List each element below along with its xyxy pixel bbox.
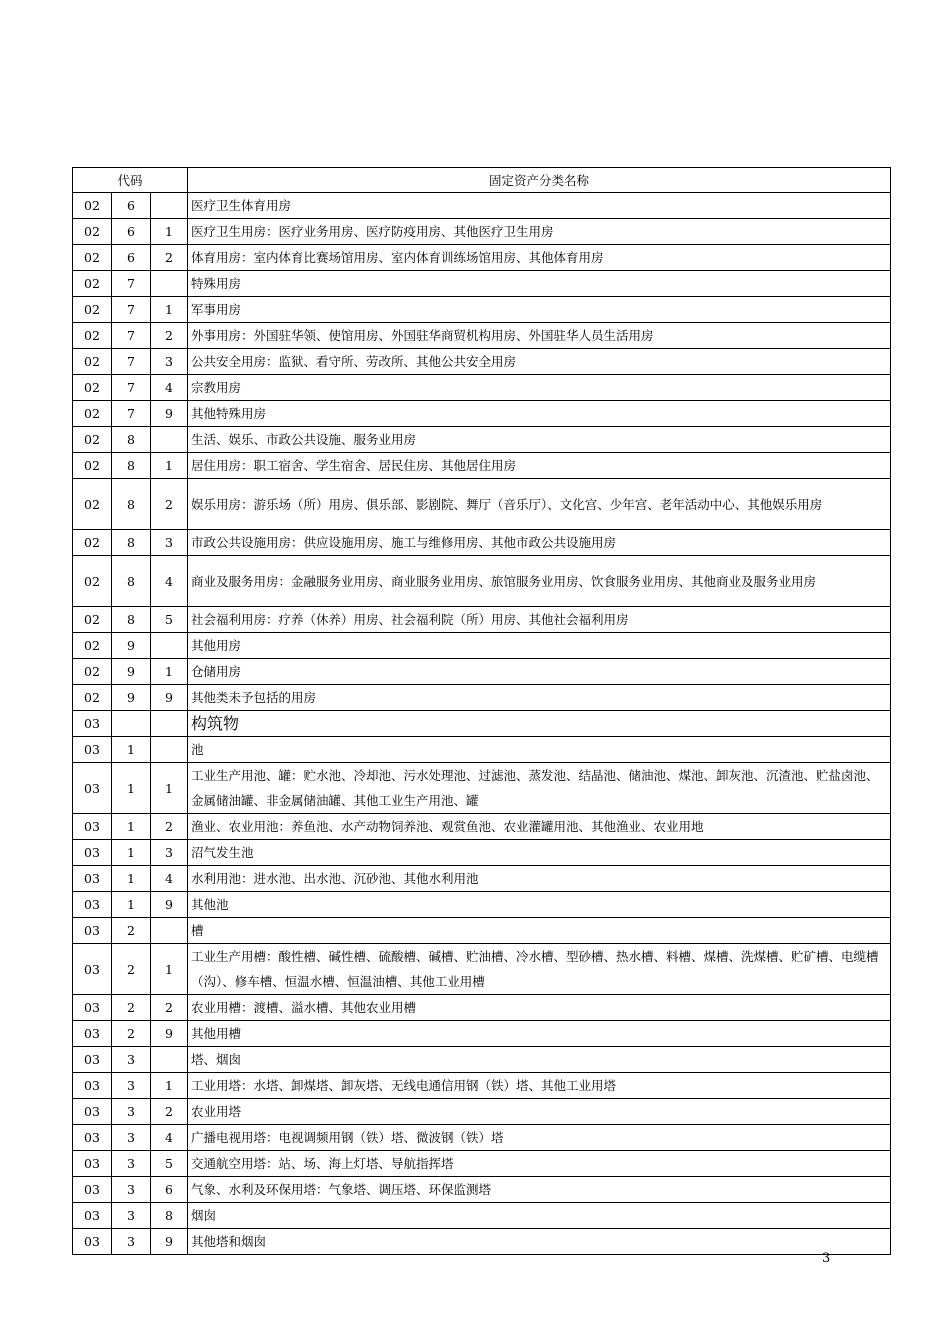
code-level-1: 02 — [73, 633, 112, 659]
code-level-2: 7 — [112, 323, 151, 349]
code-level-1: 03 — [73, 866, 112, 892]
classification-name: 外事用房：外国驻华领、使馆用房、外国驻华商贸机构用房、外国驻华人员生活用房 — [188, 323, 891, 349]
classification-name: 生活、娱乐、市政公共设施、服务业用房 — [188, 427, 891, 453]
code-level-3: 8 — [151, 1203, 188, 1229]
classification-name: 其他类未予包括的用房 — [188, 685, 891, 711]
code-level-2: 8 — [112, 607, 151, 633]
code-level-3 — [151, 1047, 188, 1073]
code-level-2 — [112, 711, 151, 737]
table-row — [73, 892, 891, 918]
table-row — [73, 814, 891, 840]
code-level-3 — [151, 193, 188, 219]
code-level-1: 02 — [73, 607, 112, 633]
code-level-2: 2 — [112, 918, 151, 944]
code-level-1: 03 — [73, 918, 112, 944]
classification-name: 其他用槽 — [188, 1021, 891, 1047]
table-row — [73, 556, 891, 607]
code-level-2: 9 — [112, 659, 151, 685]
table-row — [73, 401, 891, 427]
table-row — [73, 453, 891, 479]
code-level-2: 1 — [112, 814, 151, 840]
code-level-2: 7 — [112, 375, 151, 401]
code-level-2: 6 — [112, 245, 151, 271]
table-row — [73, 840, 891, 866]
classification-name: 商业及服务用房：金融服务业用房、商业服务业用房、旅馆服务业用房、饮食服务业用房、其他商业及服务业用房 — [188, 556, 891, 607]
code-level-3: 1 — [151, 659, 188, 685]
code-level-2: 7 — [112, 297, 151, 323]
table-row — [73, 479, 891, 530]
code-level-2: 3 — [112, 1099, 151, 1125]
code-level-2: 8 — [112, 530, 151, 556]
classification-name: 军事用房 — [188, 297, 891, 323]
table-row — [73, 995, 891, 1021]
classification-name: 市政公共设施用房：供应设施用房、施工与维修用房、其他市政公共设施用房 — [188, 530, 891, 556]
table-row — [73, 219, 891, 245]
classification-name: 广播电视用塔：电视调频用钢（铁）塔、微波钢（铁）塔 — [188, 1125, 891, 1151]
code-level-3: 4 — [151, 375, 188, 401]
code-level-1: 03 — [73, 1047, 112, 1073]
classification-name: 医疗卫生体育用房 — [188, 193, 891, 219]
table-row — [73, 1021, 891, 1047]
code-level-3: 3 — [151, 840, 188, 866]
code-level-2: 3 — [112, 1125, 151, 1151]
code-level-2: 6 — [112, 193, 151, 219]
table-row — [73, 193, 891, 219]
code-level-3: 1 — [151, 219, 188, 245]
code-level-1: 02 — [73, 375, 112, 401]
classification-name: 沼气发生池 — [188, 840, 891, 866]
table-row — [73, 1229, 891, 1255]
table-row — [73, 944, 891, 995]
code-level-1: 03 — [73, 763, 112, 814]
table-row — [73, 685, 891, 711]
code-level-1: 02 — [73, 453, 112, 479]
code-level-1: 02 — [73, 219, 112, 245]
classification-name: 农业用槽：渡槽、溢水槽、其他农业用槽 — [188, 995, 891, 1021]
code-level-1: 03 — [73, 1229, 112, 1255]
code-level-2: 6 — [112, 219, 151, 245]
table-row — [73, 1047, 891, 1073]
code-level-3: 3 — [151, 349, 188, 375]
code-level-1: 02 — [73, 685, 112, 711]
page-number: 3 — [822, 1251, 831, 1266]
code-level-1: 02 — [73, 271, 112, 297]
code-level-2: 9 — [112, 633, 151, 659]
code-level-2: 1 — [112, 866, 151, 892]
classification-name: 居住用房：职工宿舍、学生宿舍、居民住房、其他居住用房 — [188, 453, 891, 479]
table-row — [73, 1099, 891, 1125]
code-level-1: 03 — [73, 1099, 112, 1125]
code-level-1: 02 — [73, 297, 112, 323]
table-body — [73, 193, 891, 1255]
table-row — [73, 763, 891, 814]
classification-name: 社会福利用房：疗养（休养）用房、社会福利院（所）用房、其他社会福利用房 — [188, 607, 891, 633]
code-level-3: 1 — [151, 453, 188, 479]
classification-name: 烟囱 — [188, 1203, 891, 1229]
table-row — [73, 323, 891, 349]
classification-name: 其他池 — [188, 892, 891, 918]
code-level-3: 4 — [151, 866, 188, 892]
classification-name: 工业用塔：水塔、卸煤塔、卸灰塔、无线电通信用钢（铁）塔、其他工业用塔 — [188, 1073, 891, 1099]
table-row — [73, 737, 891, 763]
code-level-3 — [151, 633, 188, 659]
classification-name: 仓储用房 — [188, 659, 891, 685]
code-level-1: 03 — [73, 814, 112, 840]
code-level-1: 02 — [73, 427, 112, 453]
code-level-3: 1 — [151, 297, 188, 323]
code-level-3: 9 — [151, 1021, 188, 1047]
classification-name: 公共安全用房：监狱、看守所、劳改所、其他公共安全用房 — [188, 349, 891, 375]
code-level-3: 2 — [151, 479, 188, 530]
classification-name: 其他特殊用房 — [188, 401, 891, 427]
code-level-1: 03 — [73, 892, 112, 918]
code-level-2: 3 — [112, 1151, 151, 1177]
table-row — [73, 427, 891, 453]
table-row — [73, 1203, 891, 1229]
code-level-2: 3 — [112, 1073, 151, 1099]
code-level-3: 9 — [151, 1229, 188, 1255]
classification-name: 工业生产用槽：酸性槽、碱性槽、硫酸槽、碱槽、贮油槽、冷水槽、型砂槽、热水槽、料槽、煤槽、洗煤槽、贮矿槽、电缆槽（沟）、修车槽、恒温水槽、恒温油槽、其他工业用槽 — [188, 944, 891, 995]
classification-name: 交通航空用塔：站、场、海上灯塔、导航指挥塔 — [188, 1151, 891, 1177]
code-level-1: 02 — [73, 479, 112, 530]
classification-name: 宗教用房 — [188, 375, 891, 401]
classification-name: 其他塔和烟囱 — [188, 1229, 891, 1255]
header-code: 代码 — [73, 168, 188, 193]
classification-name: 构筑物 — [188, 711, 891, 737]
classification-name: 工业生产用池、罐：贮水池、冷却池、污水处理池、过滤池、蒸发池、结晶池、储油池、煤池、卸灰池、沉渣池、贮盐卤池、金属储油罐、非金属储油罐、其他工业生产用池、罐 — [188, 763, 891, 814]
table-row — [73, 1151, 891, 1177]
code-level-2: 2 — [112, 944, 151, 995]
code-level-1: 03 — [73, 1021, 112, 1047]
code-level-2: 2 — [112, 995, 151, 1021]
code-level-1: 03 — [73, 1151, 112, 1177]
code-level-1: 02 — [73, 245, 112, 271]
code-level-2: 2 — [112, 1021, 151, 1047]
code-level-1: 03 — [73, 1177, 112, 1203]
classification-name: 渔业、农业用池：养鱼池、水产动物饲养池、观赏鱼池、农业灌罐用池、其他渔业、农业用地 — [188, 814, 891, 840]
classification-name: 体育用房：室内体育比赛场馆用房、室内体育训练场馆用房、其他体育用房 — [188, 245, 891, 271]
asset-classification-table — [72, 167, 891, 1255]
code-level-3: 2 — [151, 1099, 188, 1125]
code-level-1: 03 — [73, 1073, 112, 1099]
table-row — [73, 297, 891, 323]
code-level-3 — [151, 918, 188, 944]
classification-name: 其他用房 — [188, 633, 891, 659]
header-name: 固定资产分类名称 — [188, 168, 891, 193]
classification-name: 池 — [188, 737, 891, 763]
code-level-1: 02 — [73, 323, 112, 349]
table-row — [73, 1125, 891, 1151]
code-level-1: 03 — [73, 995, 112, 1021]
code-level-3: 2 — [151, 323, 188, 349]
code-level-3: 9 — [151, 685, 188, 711]
code-level-1: 03 — [73, 1203, 112, 1229]
code-level-2: 1 — [112, 763, 151, 814]
code-level-3: 4 — [151, 1125, 188, 1151]
code-level-1: 02 — [73, 659, 112, 685]
code-level-3: 1 — [151, 944, 188, 995]
table-row — [73, 1073, 891, 1099]
code-level-2: 3 — [112, 1229, 151, 1255]
classification-name: 水利用池：进水池、出水池、沉砂池、其他水利用池 — [188, 866, 891, 892]
classification-name: 娱乐用房：游乐场（所）用房、俱乐部、影剧院、舞厅（音乐厅）、文化宫、少年宫、老年活动中心、其他娱乐用房 — [188, 479, 891, 530]
code-level-1: 02 — [73, 349, 112, 375]
table-row — [73, 349, 891, 375]
table-row — [73, 271, 891, 297]
code-level-3 — [151, 737, 188, 763]
table-row — [73, 659, 891, 685]
classification-name: 槽 — [188, 918, 891, 944]
code-level-1: 03 — [73, 840, 112, 866]
table-row — [73, 530, 891, 556]
code-level-3 — [151, 711, 188, 737]
table-row — [73, 711, 891, 737]
code-level-1: 02 — [73, 530, 112, 556]
table-header-row — [73, 168, 891, 193]
classification-name: 气象、水利及环保用塔：气象塔、调压塔、环保监测塔 — [188, 1177, 891, 1203]
code-level-3: 5 — [151, 1151, 188, 1177]
code-level-1: 03 — [73, 711, 112, 737]
code-level-3: 1 — [151, 1073, 188, 1099]
table-row — [73, 866, 891, 892]
code-level-2: 8 — [112, 556, 151, 607]
code-level-3: 4 — [151, 556, 188, 607]
code-level-2: 1 — [112, 840, 151, 866]
classification-name: 塔、烟囱 — [188, 1047, 891, 1073]
table-row — [73, 1177, 891, 1203]
table-row — [73, 633, 891, 659]
code-level-2: 1 — [112, 737, 151, 763]
code-level-3: 2 — [151, 995, 188, 1021]
code-level-2: 9 — [112, 685, 151, 711]
code-level-2: 3 — [112, 1203, 151, 1229]
table-row — [73, 607, 891, 633]
code-level-2: 7 — [112, 349, 151, 375]
code-level-3: 6 — [151, 1177, 188, 1203]
code-level-2: 1 — [112, 892, 151, 918]
table-row — [73, 918, 891, 944]
code-level-1: 02 — [73, 556, 112, 607]
code-level-2: 3 — [112, 1047, 151, 1073]
code-level-3: 3 — [151, 530, 188, 556]
table-row — [73, 245, 891, 271]
code-level-2: 7 — [112, 401, 151, 427]
classification-name: 医疗卫生用房：医疗业务用房、医疗防疫用房、其他医疗卫生用房 — [188, 219, 891, 245]
code-level-1: 02 — [73, 401, 112, 427]
code-level-2: 8 — [112, 427, 151, 453]
classification-name: 特殊用房 — [188, 271, 891, 297]
table-row — [73, 375, 891, 401]
code-level-3: 2 — [151, 245, 188, 271]
code-level-1: 03 — [73, 944, 112, 995]
code-level-3 — [151, 271, 188, 297]
code-level-1: 03 — [73, 737, 112, 763]
code-level-3: 1 — [151, 763, 188, 814]
code-level-2: 8 — [112, 479, 151, 530]
code-level-3: 9 — [151, 401, 188, 427]
classification-name: 农业用塔 — [188, 1099, 891, 1125]
code-level-1: 02 — [73, 193, 112, 219]
code-level-3: 5 — [151, 607, 188, 633]
code-level-3: 9 — [151, 892, 188, 918]
code-level-3 — [151, 427, 188, 453]
code-level-2: 8 — [112, 453, 151, 479]
code-level-2: 3 — [112, 1177, 151, 1203]
code-level-2: 7 — [112, 271, 151, 297]
code-level-3: 2 — [151, 814, 188, 840]
code-level-1: 03 — [73, 1125, 112, 1151]
